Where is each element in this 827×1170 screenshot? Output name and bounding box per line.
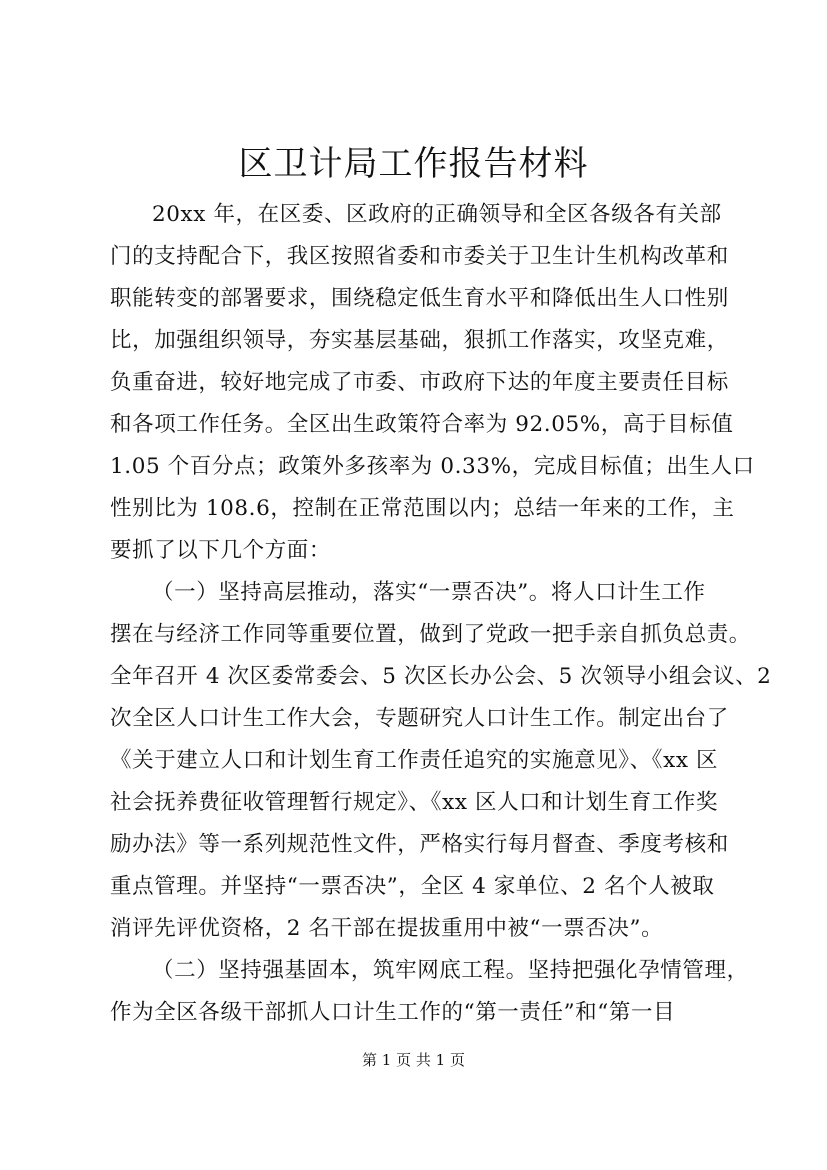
- body-line: 和各项工作任务。全区出生政策符合率为 92.05%，高于目标值: [110, 412, 734, 437]
- body-line: 励办法》等一系列规范性文件，严格实行每月督查、季度考核和: [110, 832, 729, 857]
- body-line: 作为全区各级干部抓人口计生工作的“第一责任”和“第一目: [110, 1000, 676, 1025]
- page-footer: 第 1 页 共 1 页: [362, 1051, 465, 1069]
- body-line: 负重奋进，较好地完成了市委、市政府下达的年度主要责任目标: [110, 370, 729, 395]
- body-line: 性别比为 108.6，控制在正常范围以内；总结一年来的工作，主: [110, 496, 735, 521]
- body-line: 社会抚养费征收管理暂行规定》、《xx 区人口和计划生育工作奖: [110, 790, 719, 815]
- body-line: 全年召开 4 次区委常委会、5 次区长办公会、5 次领导小组会议、2: [110, 664, 772, 689]
- document-title: 区卫计局工作报告材料: [238, 144, 589, 184]
- body-line: （一）坚持高层推动，落实“一票否决”。将人口计生工作: [152, 580, 706, 605]
- body-line: 比，加强组织领导，夯实基层基础，狠抓工作落实，攻坚克难，: [110, 328, 729, 353]
- body-line: 门的支持配合下，我区按照省委和市委关于卫生计生机构改革和: [110, 244, 729, 269]
- body-line: 消评先评优资格，2 名干部在提拔重用中被“一票否决”。: [110, 916, 664, 941]
- body-line: （二）坚持强基固本，筑牢网底工程。坚持把强化孕情管理，: [152, 958, 749, 983]
- document-body: [110, 200, 770, 1040]
- body-line: 次全区人口计生工作大会，专题研究人口计生工作。制定出台了: [110, 706, 729, 731]
- body-line: 1.05 个百分点；政策外多孩率为 0.33%，完成目标值；出生人口: [110, 454, 755, 479]
- body-line: 职能转变的部署要求，围绕稳定低生育水平和降低出生人口性别: [110, 286, 729, 311]
- body-line: 20xx 年，在区委、区政府的正确领导和全区各级各有关部: [152, 202, 722, 227]
- body-line: 摆在与经济工作同等重要位置，做到了党政一把手亲自抓负总责。: [110, 622, 751, 647]
- body-line: 《关于建立人口和计划生育工作责任追究的实施意见》、《xx 区: [110, 748, 719, 773]
- body-line: 重点管理。并坚持“一票否决”，全区 4 家单位、2 名个人被取: [110, 874, 715, 899]
- body-line: 要抓了以下几个方面：: [110, 538, 332, 563]
